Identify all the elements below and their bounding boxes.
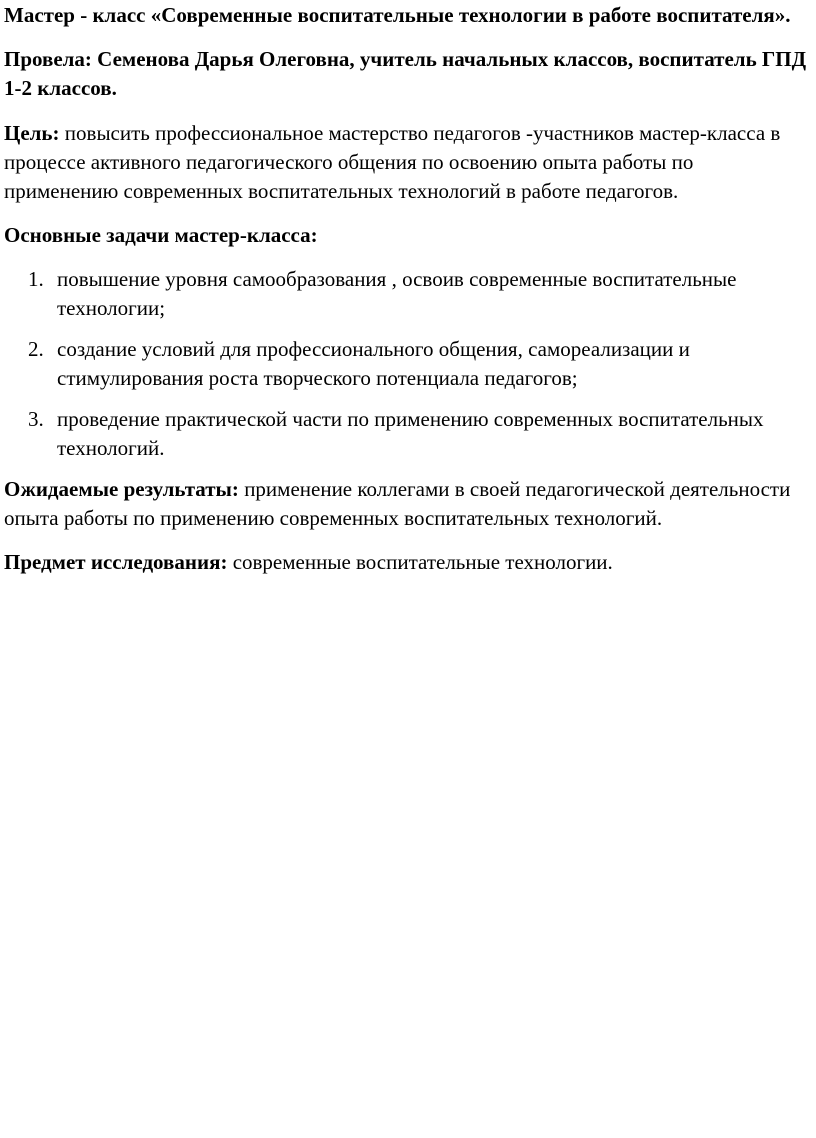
results-text: применение коллегами в своей педагогической деятельности опыта работы по применению современных воспитательных технологий. — [4, 477, 791, 530]
document-title: Мастер - класс «Современные воспитательные технологии в работе воспитателя». — [4, 3, 791, 27]
list-item — [4, 265, 812, 323]
list-item — [4, 335, 812, 393]
list-item — [4, 405, 812, 463]
results-label: Ожидаемые результаты: — [4, 477, 239, 501]
document-author: Провела: Семенова Дарья Олеговна, учитель начальных классов, воспитатель ГПД 1-2 классов. — [4, 47, 807, 100]
list-item-text: создание условий для профессионального общения, самореализации и стимулирования роста творческого потенциала педагогов; — [57, 337, 690, 390]
goal-text: повысить профессиональное мастерство педагогов -участников мастер-класса в процессе активного педагогического общения по освоению опыта работы по применению современных воспитательных технологий в работе педагогов. — [4, 121, 781, 203]
list-item-number: 3. — [28, 407, 44, 431]
tasks-heading: Основные задачи мастер-класса: — [4, 223, 318, 247]
document-page — [4, 0, 812, 577]
subject-text: современные воспитательные технологии. — [227, 550, 613, 574]
subject-paragraph — [4, 548, 812, 577]
goal-label: Цель: — [4, 121, 60, 145]
tasks-list — [4, 265, 812, 463]
list-item-text: проведение практической части по применению современных воспитательных технологий. — [57, 407, 764, 460]
list-item-text: повышение уровня самообразования , освоив современные воспитательные технологии; — [57, 267, 737, 320]
list-item-number: 1. — [28, 267, 44, 291]
list-item-number: 2. — [28, 337, 44, 361]
subject-label: Предмет исследования: — [4, 550, 228, 574]
goal-paragraph — [4, 119, 812, 206]
results-paragraph — [4, 475, 812, 533]
